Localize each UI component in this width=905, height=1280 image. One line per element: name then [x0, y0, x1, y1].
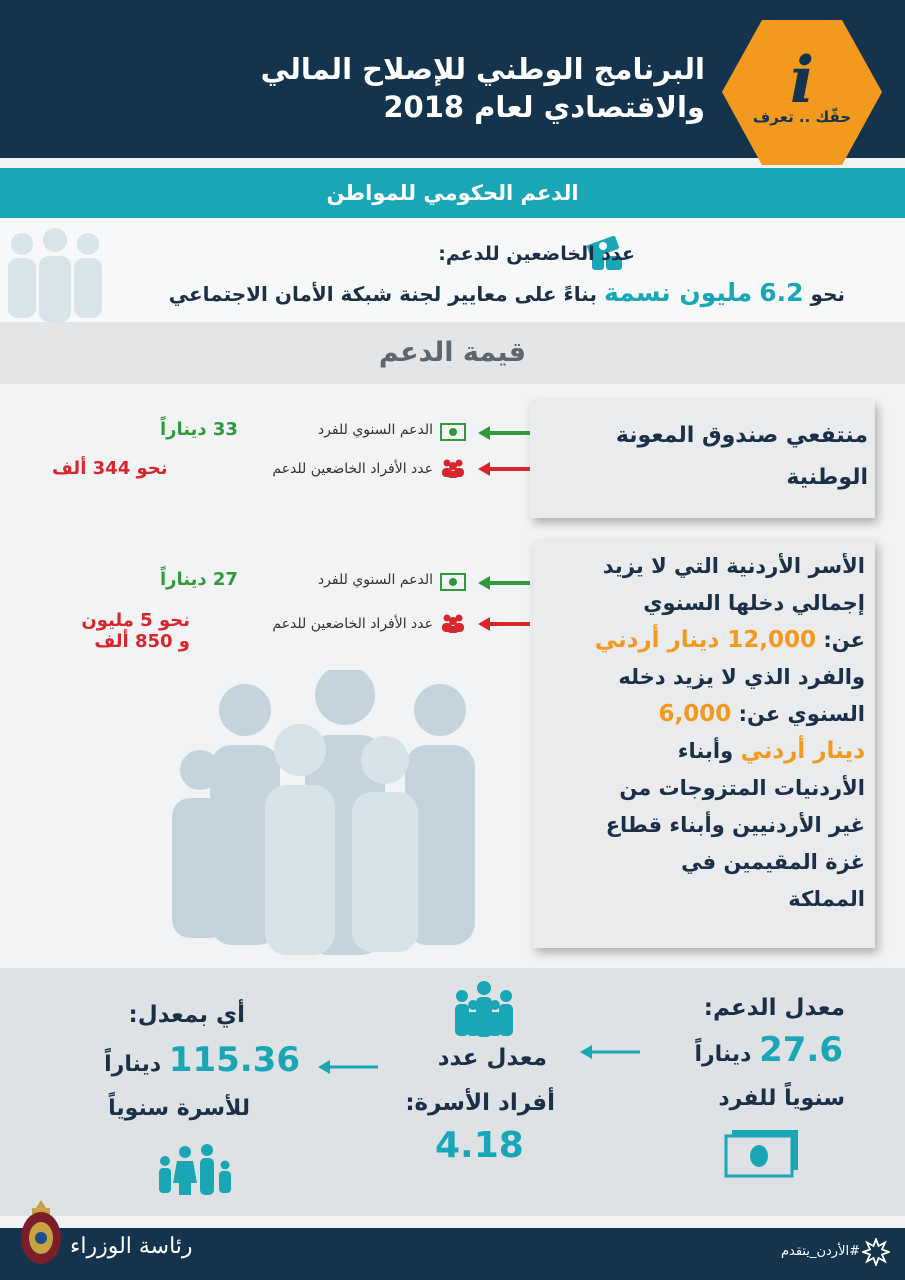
family-watermark-icon [150, 670, 520, 960]
green-arrow-icon [478, 575, 530, 591]
family-icon [448, 980, 520, 1040]
value-title: قيمة الدعم [378, 337, 527, 368]
footer-hashtag: #الأردن_يتقدم [780, 1244, 860, 1259]
family-small-icon [155, 1143, 235, 1195]
cash-icon [724, 1130, 800, 1178]
page-title: البرنامج الوطني للإصلاح المالي والاقتصادي لعام 2018 [260, 52, 705, 124]
coat-of-arms-icon [18, 1200, 64, 1270]
arrow-left-icon [318, 1058, 378, 1076]
people-watermark-icon [0, 226, 110, 322]
star-icon [862, 1238, 890, 1266]
group1-count-value: نحو 344 ألف [52, 458, 168, 479]
info-icon: i [789, 43, 815, 118]
result-suffix: للأسرة سنوياً [108, 1096, 250, 1121]
family-value: 4.18 [435, 1125, 524, 1166]
green-arrow-icon [478, 425, 530, 441]
people-icon [441, 458, 465, 478]
group1-count-row: عدد الأفراد الخاضعين للدعم [272, 461, 433, 477]
banknote-icon [440, 423, 466, 441]
group2-annual-row: الدعم السنوي للفرد [317, 572, 433, 588]
group2-count-row: عدد الأفراد الخاضعين للدعم [272, 616, 433, 632]
beneficiaries-label: عدد الخاضعين للدعم: [438, 243, 635, 265]
people-icon [441, 613, 465, 633]
red-arrow-icon [478, 461, 530, 477]
beneficiaries-count: نحو 6.2 مليون نسمة بناءً على معايير لجنة شبكة الأمان الاجتماعي [168, 278, 845, 307]
group2-count-value: نحو 5 مليون و 850 ألف [81, 610, 190, 652]
family-label-2: أفراد الأسرة: [405, 1090, 555, 1116]
rate-suffix: سنوياً للفرد [718, 1086, 845, 1111]
red-arrow-icon [478, 616, 530, 632]
result-label: أي بمعدل: [128, 1002, 245, 1028]
section-title: الدعم الحكومي للمواطن [326, 181, 579, 205]
rate-label: معدل الدعم: [703, 995, 845, 1021]
info-badge [722, 20, 882, 165]
group1-annual-value: 33 ديناراً [160, 419, 238, 440]
banknote-icon [440, 573, 466, 591]
rate-value-line: 27.6 ديناراً [694, 1030, 843, 1070]
prime-ministry-logo: رئاسة الوزراء [70, 1234, 193, 1259]
group1-annual-row: الدعم السنوي للفرد [317, 422, 433, 438]
family-label-1: معدل عدد [437, 1045, 547, 1071]
badge-caption: حقّك .. تعرف [752, 108, 852, 126]
arrow-left-icon [580, 1043, 640, 1061]
group2-criteria: الأسر الأردنية التي لا يزيد إجمالي دخلها السنوي عن: 12,000 دينار أردني والفرد الذي لا يزيد دخله السنوي عن: 6,000 دينار أردني وأبناء الأردنيات المتزوجات من غير الأردنيين وأبناء قطاع غزة المقيمين في المملكة [594, 554, 865, 911]
group2-annual-value: 27 ديناراً [160, 569, 238, 590]
group1-title: منتفعي صندوق المعونة الوطنية [615, 423, 868, 490]
result-value-line: 115.36 ديناراً [104, 1040, 300, 1080]
